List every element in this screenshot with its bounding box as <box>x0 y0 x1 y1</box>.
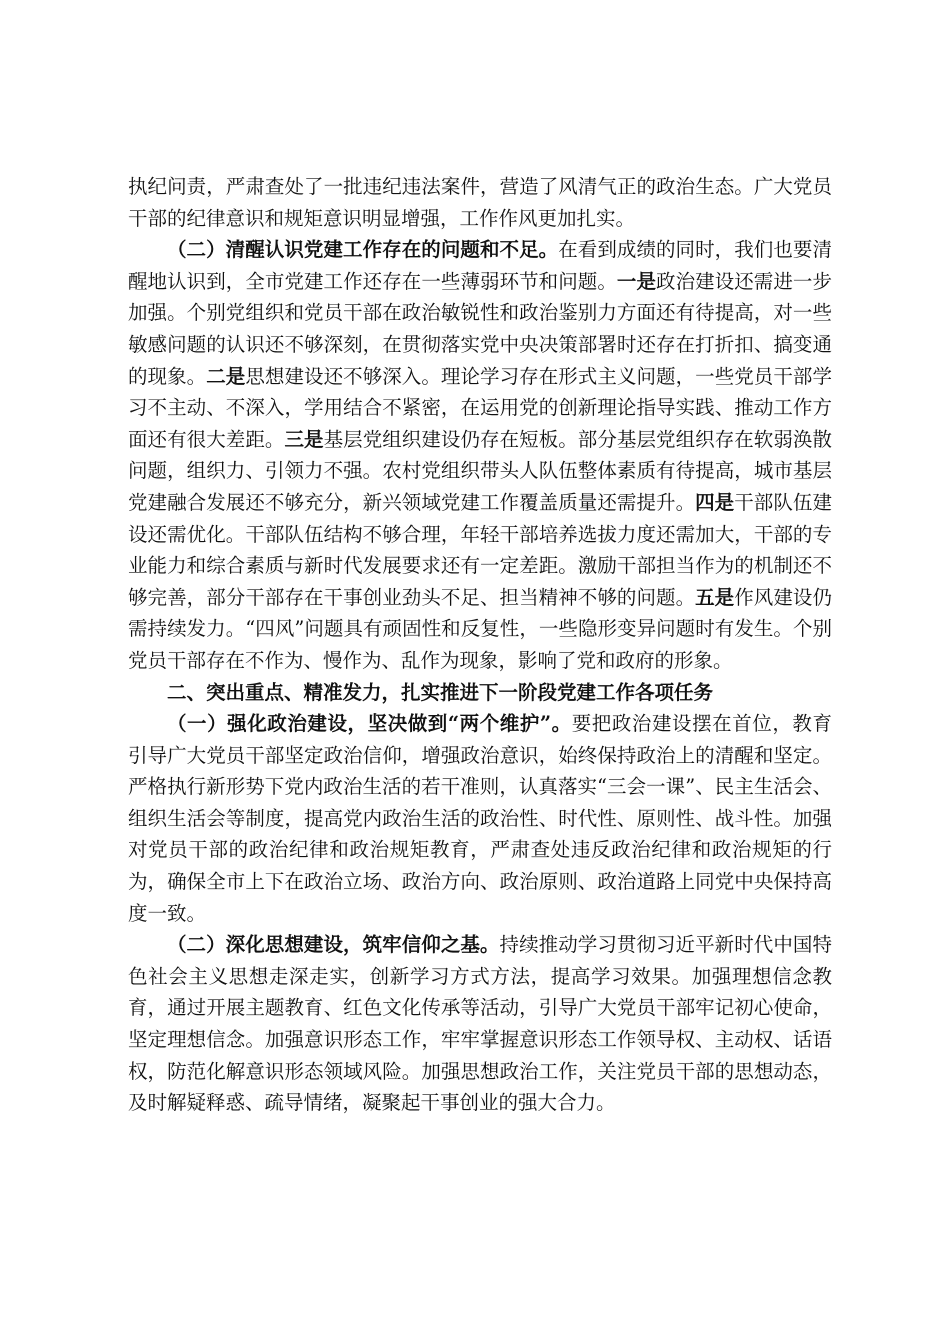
paragraph-political <box>128 708 832 929</box>
point-marker-5: 五是 <box>695 585 735 609</box>
point-marker-4: 四是 <box>695 490 735 514</box>
point-marker-1: 一是 <box>616 269 657 293</box>
subheading-political: （一）强化政治建设，坚决做到“两个维护”。 <box>167 712 572 736</box>
point-marker-3: 三是 <box>284 427 324 451</box>
subheading-problems: （二）清醒认识党建工作存在的问题和不足。 <box>167 238 559 262</box>
paragraph-text: 在看到成绩的同时，我们也要清醒地认识到，全市党建工作还存在一些薄弱环节和问题。 <box>128 238 832 293</box>
paragraph-text: 政治建设还需进一步加强。个别党组织和党员干部在政治敏锐性和政治鉴别力方面还有待提高，对一些敏感问题的认识还不够深刻，在贯彻落实党中央决策部署时还存在打折扣、搞变通的现象。 <box>128 269 832 388</box>
paragraph-text: 思想建设还不够深入。理论学习存在形式主义问题，一些党员干部学习不主动、不深入，学用结合不紧密，在运用党的创新理论指导实践、推动工作方面还有很大差距。 <box>128 364 832 451</box>
paragraph-ideological <box>128 929 832 1119</box>
paragraph-text: 持续推动学习贯彻习近平新时代中国特色社会主义思想走深走实，创新学习方式方法，提高学习效果。加强理想信念教育，通过开展主题教育、红色文化传承等活动，引导广大党员干部牢记初心使命，坚定理想信念。加强意识形态工作，牢牢掌握意识形态工作领导权、主动权、话语权，防范化解意识形态领域风险。加强思想政治工作，关注党员干部的思想动态，及时解疑释惑、疏导情绪，凝聚起干事创业的强大合力。 <box>128 933 832 1115</box>
paragraph-problems <box>128 234 832 676</box>
subheading-ideological: （二）深化思想建设，筑牢信仰之基。 <box>167 933 500 957</box>
paragraph-text: 作风建设仍需持续发力。“四风”问题具有顽固性和反复性，一些隐形变异问题时有发生。个别党员干部存在不作为、慢作为、乱作为现象，影响了党和政府的形象。 <box>128 585 832 672</box>
paragraph-continuation <box>128 171 832 234</box>
paragraph-text: 要把政治建设摆在首位，教育引导广大党员干部坚定政治信仰，增强政治意识，始终保持政治上的清醒和坚定。严格执行新形势下党内政治生活的若干准则，认真落实“三会一课”、民主生活会、组织生活会等制度，提高党内政治生活的政治性、时代性、原则性、战斗性。加强对党员干部的政治纪律和政治规矩教育，严肃查处违反政治纪律和政治规矩的行为，确保全市上下在政治立场、政治方向、政治原则、政治道路上同党中央保持高度一致。 <box>128 712 832 925</box>
paragraph-text: 干部队伍建设还需优化。干部队伍结构不够合理，年轻干部培养选拔力度还需加大，干部的专业能力和综合素质与新时代发展要求还有一定差距。激励干部担当作为的机制还不够完善，部分干部存在干事创业劲头不足、担当精神不够的问题。 <box>128 490 832 609</box>
document-body <box>128 171 832 1119</box>
point-marker-2: 二是 <box>206 364 246 388</box>
paragraph-text: 执纪问责，严肃查处了一批违纪违法案件，营造了风清气正的政治生态。广大党员干部的纪律意识和规矩意识明显增强，工作作风更加扎实。 <box>128 175 832 230</box>
section-heading-2: 二、突出重点、精准发力，扎实推进下一阶段党建工作各项任务 <box>167 680 714 704</box>
paragraph-text: 基层党组织建设仍存在短板。部分基层党组织存在软弱涣散问题，组织力、引领力不强。农村党组织带头人队伍整体素质有待提高，城市基层党建融合发展还不够充分，新兴领域党建工作覆盖质量还需提升。 <box>128 427 832 514</box>
